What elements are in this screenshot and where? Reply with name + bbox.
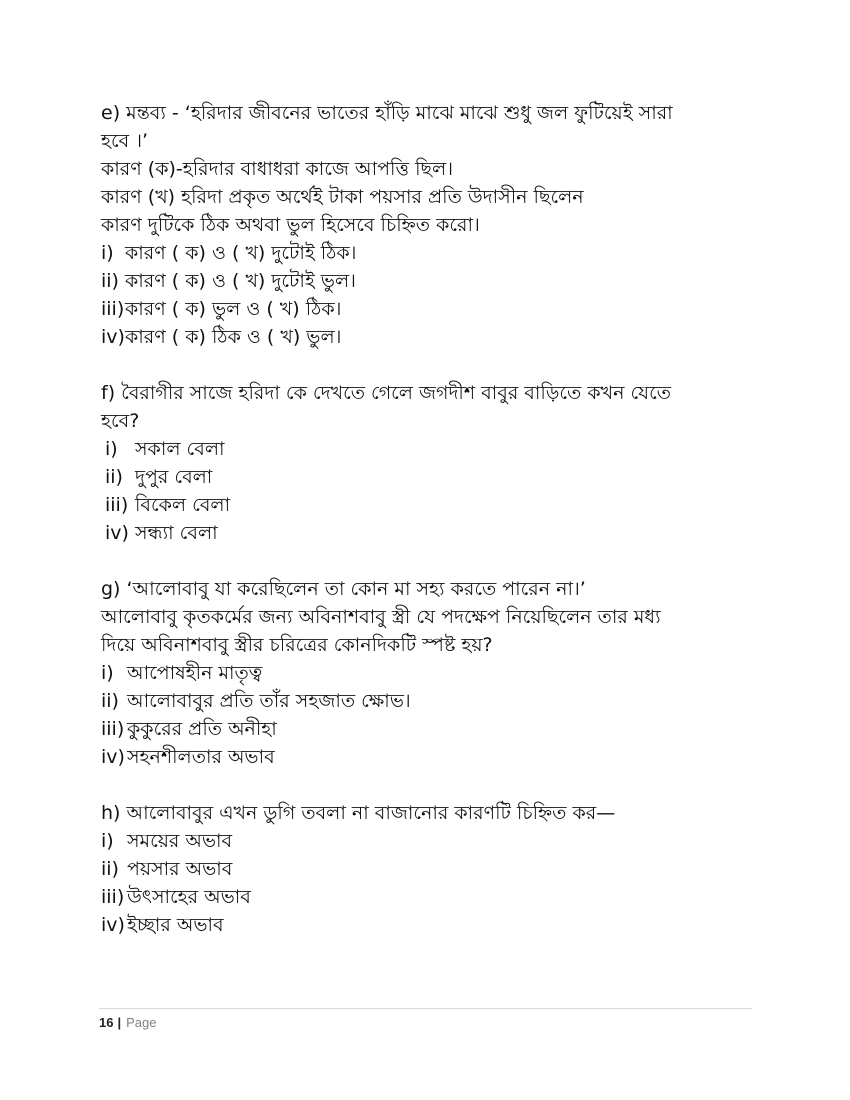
question-e-instruction: কারণ দুটিকে ঠিক অথবা ভুল হিসেবে চিহ্নিত করো। [101,214,480,236]
question-h-option [101,855,741,883]
spacer [101,351,741,379]
option-text: পয়সার অভাব [127,858,233,880]
option-text: কুকুরের প্রতি অনীহা [127,718,277,740]
question-f-text-line1: f) বৈরাগীর সাজে হরিদা কে দেখতে গেলে জগদীশ বাবুর বাড়িতে কখন যেতে [101,382,672,404]
option-text: আলোবাবুর প্রতি তাঁর সহজাত ক্ষোভ। [127,690,411,712]
option-text: কারণ ( ক) ঠিক ও ( খ) ভুল। [125,326,342,348]
question-g-text-line3: দিয়ে অবিনাশবাবু স্ত্রীর চরিত্রের কোনদিকটি স্পষ্ট হয়? [101,634,493,656]
question-g-option [101,743,741,771]
option-text: আপোষহীন মাতৃত্ব [127,662,263,684]
option-number: i) [101,242,114,264]
question-f-option [101,463,741,491]
page-number: 16 [99,1015,114,1030]
question-g-option [101,659,741,687]
option-text: দুপুর বেলা [135,466,213,488]
option-number: ii) [101,270,119,292]
question-f-text-line2: হবে? [101,410,140,432]
option-text: বিকেল বেলা [135,494,231,516]
question-f-option [101,519,741,547]
question-g-text-line1: g) ‘আলোবাবু যা করেছিলেন তা কোন মা সহ্য করতে পারেন না।’ [101,578,586,600]
question-g-text-line2: আলোবাবু কৃতকর্মের জন্য অবিনাশবাবু স্ত্রী যে পদক্ষেপ নিয়েছিলেন তার মধ্য [101,606,661,628]
page-footer [99,1008,752,1030]
question-e-reason-k: কারণ (ক)-হরিদার বাধাধরা কাজে আপত্তি ছিল। [101,158,453,180]
question-e-option [101,267,741,295]
option-text: উৎসাহের অভাব [127,886,251,908]
option-text: সন্ধ্যা বেলা [135,522,218,544]
question-e-reason-kh: কারণ (খ) হরিদা প্রকৃত অর্থেই টাকা পয়সার প্রতি উদাসীন ছিলেন [101,186,584,208]
question-f [101,379,741,547]
option-number: ii) [101,858,119,880]
question-e-option [101,295,741,323]
spacer [101,547,741,575]
question-h-option [101,911,741,939]
option-number: iv) [105,522,129,544]
option-text: কারণ ( ক) ভুল ও ( খ) ঠিক। [125,298,342,320]
option-number: iii) [105,494,129,516]
question-h-text-line1: h) আলোবাবুর এখন ডুগি তবলা না বাজানোর কারণটি চিহ্নিত কর— [101,802,616,824]
question-h-option [101,883,741,911]
option-number: iv) [101,914,125,936]
option-number: i) [101,662,114,684]
question-e-text-line1: e) মন্তব্য - ‘হরিদার জীবনের ভাতের হাঁড়ি মাঝে মাঝে শুধু জল ফুটিয়েই সারা [101,102,673,124]
question-g-option [101,687,741,715]
option-text: সকাল বেলা [135,438,225,460]
page-label: Page [126,1015,157,1030]
option-number: iii) [101,298,125,320]
question-g [101,575,741,771]
question-h-option [101,827,741,855]
question-g-option [101,715,741,743]
question-f-option [101,491,741,519]
option-number: iii) [101,886,125,908]
option-text: সহনশীলতার অভাব [127,746,275,768]
option-number: iv) [101,326,125,348]
question-e-option [101,239,741,267]
question-h [101,799,741,939]
option-number: iv) [101,746,125,768]
option-text: কারণ ( ক) ও ( খ) দুটোই ঠিক। [125,242,357,264]
option-number: ii) [101,690,119,712]
option-number: i) [101,830,114,852]
footer-separator: | [117,1015,122,1030]
document-body [101,99,741,939]
option-text: সময়ের অভাব [127,830,233,852]
option-number: i) [105,438,118,460]
spacer [101,771,741,799]
option-number: ii) [105,466,123,488]
option-text: কারণ ( ক) ও ( খ) দুটোই ভুল। [125,270,356,292]
option-text: ইচ্ছার অভাব [127,914,224,936]
option-number: iii) [101,718,125,740]
question-f-option [101,435,741,463]
question-e-option [101,323,741,351]
question-e-text-line2: হবে ।’ [101,130,149,152]
question-e [101,99,741,351]
